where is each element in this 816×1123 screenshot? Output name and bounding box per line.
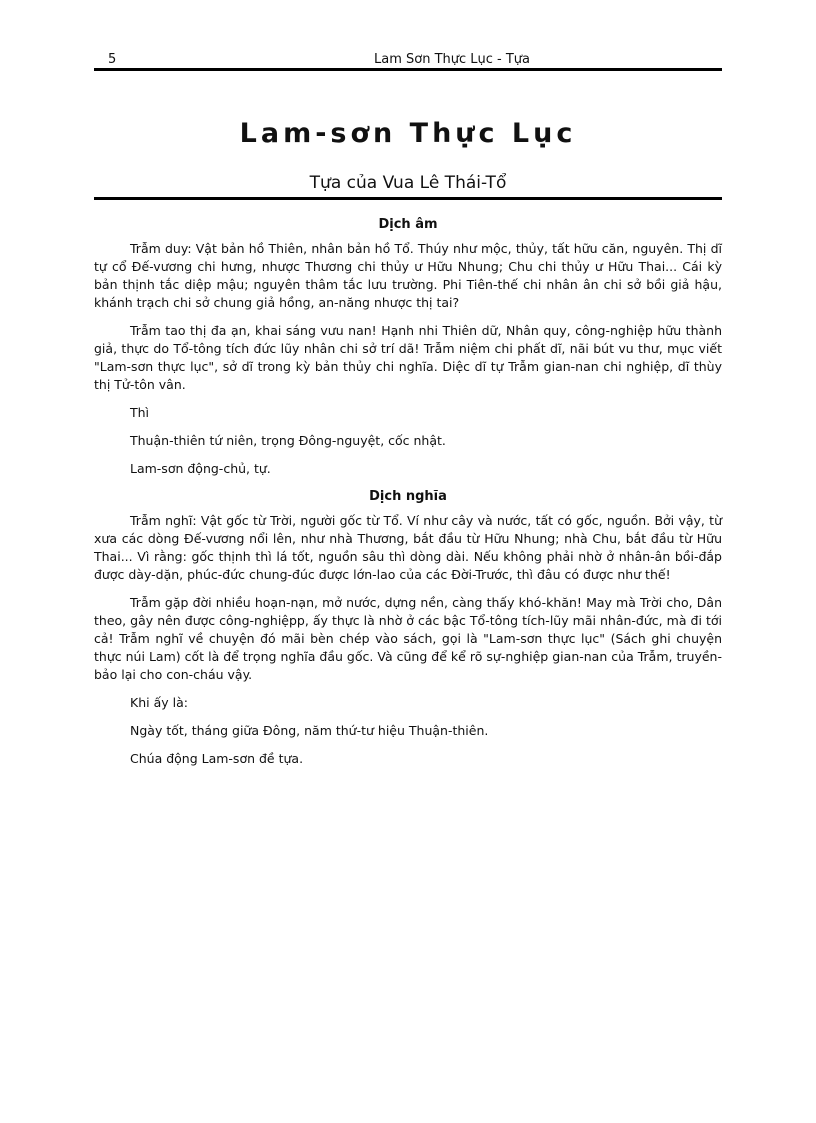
text-line: Thuận-thiên tứ niên, trọng Đông-nguyệt, cốc nhật. <box>130 433 446 448</box>
document-title: Lam-sơn Thực Lục <box>239 118 577 149</box>
text-line: Thì <box>130 405 150 420</box>
text-line: Khi ấy là: <box>130 695 188 710</box>
text-line: Ngày tốt, tháng giữa Đông, năm thứ-tư hiệu Thuận-thiên. <box>130 723 489 738</box>
paragraph: Trẫm gặp đời nhiều hoạn-nạn, mở nước, dựng nền, càng thấy khó-khăn! May mà Trời cho, Dân theo, gây nên được công-nghiệpp, ấy thực là nhờ ở các bậc Tổ-tông tích-lũy mãi nhân-đức, mà đi tới cả! Trẫm nghĩ về chuyện đó mãi bèn chép vào sách, gọi là "Lam-sơn thực lục" (Sách ghi chuyện thực núi Lam) cốt là để trọng nghĩa đầu gốc. Và cũng để kể rõ sự-nghiệp gian-nan của Trẫm, truyền-bảo lại cho con-cháu vậy. <box>94 595 722 682</box>
paragraph: Trẫm nghĩ: Vật gốc từ Trời, người gốc từ Tổ. Ví như cây và nước, tất có gốc, nguồn. Bởi vậy, từ xưa các dòng Đế-vương nổi lên, như nhà Thương, bắt đầu từ Hữu Nhung; nhà Chu, bắt đầu từ Hữu Thai... Vì rằng: gốc thịnh thì lá tốt, nguồn sâu thì dòng dài. Nếu không phải nhờ ở nhân-ân bồi-đắp được dày-dặn, phúc-đức chung-đúc được lớn-lao của các Đời-Trước, thì đâu có được như thế! <box>94 513 722 582</box>
document-subtitle: Tựa của Vua Lê Thái-Tổ <box>309 173 507 193</box>
paragraph: Trẫm duy: Vật bản hồ Thiên, nhân bản hồ Tổ. Thúy như mộc, thủy, tất hữu căn, nguyên. Thị dĩ tự cổ Đế-vương chi hưng, nhược Thương chi thủy ư Hữu Nhung; Chu chi thủy ư Hữu Thai... Cái kỳ bản thịnh tắc diệp mậu; nguyên thâm tắc lưu trường. Phi Tiên-thế chi nhân ân chi sở bồi giả hậu, khánh trạch chi sở chung giả hồng, an-năng nhược thị tai? <box>94 241 722 310</box>
page-number: 5 <box>108 52 117 67</box>
running-title: Lam Sơn Thực Lục - Tựa <box>374 52 531 67</box>
title-divider <box>94 197 722 200</box>
running-header <box>94 50 722 70</box>
header-divider <box>94 68 722 71</box>
paragraph: Trẫm tao thị đa ạn, khai sáng vưu nan! Hạnh nhi Thiên dữ, Nhân quy, công-nghiệp hữu thành giả, thực do Tổ-tông tích đức lũy nhân chi sở trí dã! Trẫm niệm chi phất dĩ, nãi bút vu thư, mục viết "Lam-sơn thực lục", sở dĩ trong kỳ bản thủy chi nghĩa. Diệc dĩ tự Trẫm gian-nan chi nghiệp, dĩ thùy thị Tử-tôn vân. <box>94 323 722 392</box>
document-body <box>94 216 722 778</box>
text-line: Lam-sơn động-chủ, tự. <box>130 461 271 476</box>
section-heading-dich-nghia: Dịch nghĩa <box>369 489 447 504</box>
section-heading-dich-am: Dịch âm <box>378 217 438 232</box>
text-line: Chúa động Lam-sơn đề tựa. <box>130 751 304 766</box>
